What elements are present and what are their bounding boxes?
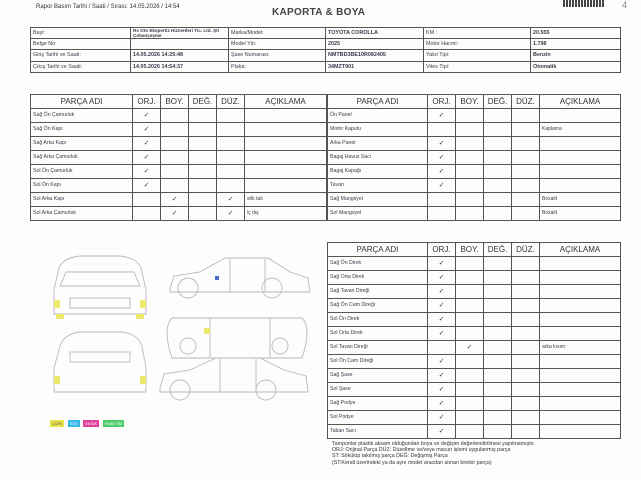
- column-header: AÇIKLAMA: [540, 95, 621, 109]
- part-name: Ön Panel: [328, 109, 428, 123]
- part-status-o: ✓: [428, 179, 456, 193]
- part-status-b: [456, 299, 484, 313]
- part-status-z: [512, 137, 540, 151]
- part-status-d: [484, 383, 512, 397]
- part-note: [540, 109, 621, 123]
- part-status-b: [161, 109, 189, 123]
- part-row: [328, 123, 621, 137]
- part-row: [31, 179, 327, 193]
- column-header: BOY.: [161, 95, 189, 109]
- part-row: [328, 109, 621, 123]
- info-row: [31, 39, 621, 50]
- part-note: [540, 285, 621, 299]
- part-name: Sağ Ön Kapı: [31, 123, 133, 137]
- part-status-o: ✓: [133, 151, 161, 165]
- note-line: (ST:Kendi üzerindeki ya da aynı model aracdan alınan birebir parça): [332, 459, 492, 466]
- part-status-d: [484, 341, 512, 355]
- part-status-o: [428, 123, 456, 137]
- part-status-d: [484, 355, 512, 369]
- part-status-z: [512, 285, 540, 299]
- part-status-d: [484, 369, 512, 383]
- part-name: Sol Marşpiyel: [328, 207, 428, 221]
- part-note: [540, 137, 621, 151]
- part-name: Sağ Arka Kapı: [31, 137, 133, 151]
- info-value: Otomatik: [531, 61, 621, 72]
- part-note: [540, 179, 621, 193]
- part-note: [540, 425, 621, 439]
- left-parts-table: [30, 94, 327, 221]
- part-note: iç dış: [245, 207, 327, 221]
- part-note: arka kısım: [540, 341, 621, 355]
- info-label: Belge No:: [31, 39, 131, 50]
- report-date: Rapor Basım Tarihi / Saati / Sırası: 14.05.2026 / 14:54: [36, 4, 180, 10]
- info-label: Marka/Model:: [229, 28, 326, 39]
- part-name: Taban Sacı: [328, 425, 428, 439]
- info-value: [131, 39, 229, 50]
- part-status-b: [456, 355, 484, 369]
- part-note: [245, 165, 327, 179]
- part-status-b: [456, 207, 484, 221]
- part-note: [245, 109, 327, 123]
- part-status-o: [428, 341, 456, 355]
- part-status-z: ✓: [217, 207, 245, 221]
- part-name: Sol Arka Kapı: [31, 193, 133, 207]
- column-header: DEĞ.: [484, 243, 512, 257]
- part-status-z: ✓: [217, 193, 245, 207]
- part-status-o: ✓: [428, 327, 456, 341]
- part-name: Sol Ön Cam Direği: [328, 355, 428, 369]
- info-label: Vites Tipi:: [424, 61, 531, 72]
- part-note: [540, 165, 621, 179]
- note-line: ORJ: Orijinal Parça DÜZ: Düzeltme ve/veya macun işlemi uygulanmış parça: [332, 447, 511, 454]
- part-row: [328, 207, 621, 221]
- part-status-b: [456, 285, 484, 299]
- part-status-d: [189, 151, 217, 165]
- part-status-z: [512, 257, 540, 271]
- part-status-z: [512, 327, 540, 341]
- part-status-b: [456, 411, 484, 425]
- part-name: Arka Panel: [328, 137, 428, 151]
- part-status-b: ✓: [456, 341, 484, 355]
- part-status-o: ✓: [428, 257, 456, 271]
- part-status-z: [217, 165, 245, 179]
- part-note: [540, 271, 621, 285]
- column-header: PARÇA ADI: [328, 243, 428, 257]
- column-header: DÜZ.: [217, 95, 245, 109]
- part-status-o: ✓: [428, 285, 456, 299]
- part-name: Sağ Tavan Direği: [328, 285, 428, 299]
- info-label: Model Yılı:: [229, 39, 326, 50]
- legend-cizik: ÇİZİK: [52, 421, 63, 426]
- part-status-d: [484, 193, 512, 207]
- part-status-b: ✓: [161, 207, 189, 221]
- part-name: Sağ Ön Cam Direği: [328, 299, 428, 313]
- info-label: Bayi:: [31, 28, 131, 39]
- part-note: [245, 151, 327, 165]
- part-status-o: ✓: [428, 383, 456, 397]
- part-status-o: ✓: [133, 109, 161, 123]
- info-value: 1.798: [531, 39, 621, 50]
- part-status-b: [456, 369, 484, 383]
- part-status-o: ✓: [133, 123, 161, 137]
- part-note: [540, 299, 621, 313]
- part-status-z: [512, 425, 540, 439]
- part-status-d: [484, 327, 512, 341]
- part-name: Sol Ön Çamurluk: [31, 165, 133, 179]
- part-status-b: [456, 151, 484, 165]
- part-row: [328, 271, 621, 285]
- part-status-o: ✓: [428, 411, 456, 425]
- info-row: [31, 28, 621, 39]
- part-status-z: [217, 151, 245, 165]
- part-status-z: [512, 383, 540, 397]
- part-status-o: [133, 193, 161, 207]
- qr-code-fragment: [563, 0, 605, 7]
- part-row: [328, 425, 621, 439]
- info-value: TOYOTA COROLLA: [326, 28, 424, 39]
- page-number: 4: [622, 0, 628, 10]
- part-status-z: [512, 193, 540, 207]
- column-header: AÇIKLAMA: [245, 95, 327, 109]
- part-name: Bagaj Kapağı: [328, 165, 428, 179]
- info-label: Motor Hacmi:: [424, 39, 531, 50]
- info-label: Yakıt Tipi:: [424, 50, 531, 61]
- part-status-d: [484, 109, 512, 123]
- part-name: Sağ Ön Çamurluk: [31, 109, 133, 123]
- part-row: [328, 313, 621, 327]
- info-value: 14.05.2026 14:54:37: [131, 61, 229, 72]
- part-row: [31, 193, 327, 207]
- part-status-o: ✓: [428, 355, 456, 369]
- note-line: Tamponlar plastik aksam olduğundan boya ve değişim değerlendirilmesi yapılmamıştır.: [332, 441, 536, 447]
- part-status-b: [456, 257, 484, 271]
- column-header: PARÇA ADI: [31, 95, 133, 109]
- part-status-o: ✓: [133, 165, 161, 179]
- part-status-z: [217, 137, 245, 151]
- part-status-b: [161, 179, 189, 193]
- part-row: [31, 109, 327, 123]
- part-status-d: [484, 425, 512, 439]
- part-status-b: [456, 109, 484, 123]
- part-row: [328, 355, 621, 369]
- part-status-o: ✓: [428, 425, 456, 439]
- part-status-o: ✓: [133, 179, 161, 193]
- part-note: [540, 151, 621, 165]
- part-status-o: [133, 207, 161, 221]
- part-note: sök tak: [245, 193, 327, 207]
- car-front-view: [54, 256, 146, 319]
- part-row: [31, 207, 327, 221]
- part-note: [540, 257, 621, 271]
- part-status-o: [428, 193, 456, 207]
- column-header: DEĞ.: [484, 95, 512, 109]
- column-header: AÇIKLAMA: [540, 243, 621, 257]
- part-note: Kaplama: [540, 123, 621, 137]
- part-row: [328, 285, 621, 299]
- part-status-z: [512, 123, 540, 137]
- car-damage-diagram: [40, 250, 320, 430]
- info-row: [31, 61, 621, 72]
- part-status-d: [484, 137, 512, 151]
- part-status-z: [512, 299, 540, 313]
- part-name: Sol Ön Direk: [328, 313, 428, 327]
- part-note: Boxalit: [540, 207, 621, 221]
- part-row: [328, 327, 621, 341]
- part-note: [245, 137, 327, 151]
- part-note: [540, 313, 621, 327]
- part-status-d: [484, 207, 512, 221]
- part-status-b: [161, 137, 189, 151]
- part-status-b: [161, 123, 189, 137]
- part-status-z: [512, 179, 540, 193]
- column-header: PARÇA ADI: [328, 95, 428, 109]
- part-status-o: ✓: [428, 397, 456, 411]
- part-status-o: ✓: [428, 369, 456, 383]
- part-status-d: [484, 179, 512, 193]
- part-status-b: [456, 313, 484, 327]
- part-status-z: [512, 165, 540, 179]
- part-status-b: [456, 327, 484, 341]
- part-status-d: [484, 257, 512, 271]
- part-name: Sağ Arka Çamurluk: [31, 151, 133, 165]
- part-row: [328, 341, 621, 355]
- part-row: [328, 179, 621, 193]
- part-row: [328, 299, 621, 313]
- part-status-z: [512, 369, 540, 383]
- part-status-z: [512, 397, 540, 411]
- part-note: [540, 355, 621, 369]
- part-status-z: [217, 109, 245, 123]
- part-note: [245, 123, 327, 137]
- info-label: KM :: [424, 28, 531, 39]
- part-note: [540, 383, 621, 397]
- part-status-o: ✓: [428, 151, 456, 165]
- part-name: Tavan: [328, 179, 428, 193]
- info-value: Rs Oto Ekspertiz Hizmetleri Tic. Ltd. Şti Çobançeşme: [131, 28, 229, 39]
- part-status-o: ✓: [428, 137, 456, 151]
- part-status-d: [484, 151, 512, 165]
- part-status-b: [456, 397, 484, 411]
- car-left-side-view: [160, 358, 308, 400]
- part-row: [31, 165, 327, 179]
- part-status-z: [512, 271, 540, 285]
- part-row: [328, 165, 621, 179]
- part-status-d: [189, 193, 217, 207]
- part-status-d: [484, 313, 512, 327]
- part-status-o: ✓: [428, 299, 456, 313]
- column-header: DÜZ.: [512, 243, 540, 257]
- part-status-d: [484, 123, 512, 137]
- part-note: [540, 369, 621, 383]
- part-row: [31, 123, 327, 137]
- column-header: DEĞ.: [189, 95, 217, 109]
- part-row: [31, 151, 327, 165]
- part-status-b: [456, 123, 484, 137]
- info-label: Şase Numarası:: [229, 50, 326, 61]
- part-note: [540, 411, 621, 425]
- part-status-d: [484, 397, 512, 411]
- part-name: Sol Ön Kapı: [31, 179, 133, 193]
- part-status-o: ✓: [428, 165, 456, 179]
- column-header: ORJ.: [133, 95, 161, 109]
- info-value: 14.05.2026 14:25:48: [131, 50, 229, 61]
- part-status-d: [484, 411, 512, 425]
- part-status-b: [456, 179, 484, 193]
- legend-stk: STK: [69, 421, 78, 426]
- part-status-z: [512, 411, 540, 425]
- part-row: [31, 137, 327, 151]
- notes-block: [332, 441, 622, 466]
- part-name: Sağ Marşpiyel: [328, 193, 428, 207]
- part-status-z: [512, 355, 540, 369]
- part-status-o: ✓: [428, 313, 456, 327]
- part-note: [540, 327, 621, 341]
- column-header: ORJ.: [428, 95, 456, 109]
- part-row: [328, 397, 621, 411]
- part-status-b: [161, 165, 189, 179]
- color-legend: [50, 420, 126, 427]
- part-status-b: [161, 151, 189, 165]
- part-status-o: [428, 207, 456, 221]
- part-name: Bagaj Havuz Sacı: [328, 151, 428, 165]
- info-value: Benzin: [531, 50, 621, 61]
- car-right-side-view: [170, 258, 310, 298]
- part-note: [540, 397, 621, 411]
- vehicle-info-table: [30, 27, 621, 73]
- part-note: Boxalit: [540, 193, 621, 207]
- column-header: BOY.: [456, 243, 484, 257]
- part-note: [245, 179, 327, 193]
- part-status-b: [456, 137, 484, 151]
- part-status-d: [484, 285, 512, 299]
- part-status-o: ✓: [428, 109, 456, 123]
- info-value: 20.555: [531, 28, 621, 39]
- part-row: [328, 369, 621, 383]
- part-status-z: [512, 207, 540, 221]
- car-rear-view: [54, 332, 146, 392]
- structural-parts-table: [327, 242, 621, 439]
- part-name: Sol Orta Direk: [328, 327, 428, 341]
- part-status-z: [512, 313, 540, 327]
- right-parts-table: [327, 94, 621, 221]
- part-status-z: [217, 179, 245, 193]
- page-title: KAPORTA & BOYA: [272, 7, 366, 18]
- part-status-b: [456, 165, 484, 179]
- part-status-d: [484, 165, 512, 179]
- part-status-o: ✓: [133, 137, 161, 151]
- part-status-d: [189, 207, 217, 221]
- part-status-b: [456, 425, 484, 439]
- info-value: NMTBD3BE10R082405: [326, 50, 424, 61]
- part-status-d: [189, 123, 217, 137]
- part-name: Sağ Şase: [328, 369, 428, 383]
- car-top-view: [167, 318, 307, 358]
- part-status-d: [189, 109, 217, 123]
- part-row: [328, 383, 621, 397]
- part-row: [328, 193, 621, 207]
- part-status-b: [456, 383, 484, 397]
- part-name: Sağ Podye: [328, 397, 428, 411]
- info-row: [31, 50, 621, 61]
- part-row: [328, 411, 621, 425]
- part-name: Motor Kaputu: [328, 123, 428, 137]
- part-name: Sol Podye: [328, 411, 428, 425]
- column-header: DÜZ.: [512, 95, 540, 109]
- part-status-b: [456, 193, 484, 207]
- note-line: ST: Sökülüp takılmış parça DEĞ: Değişmiş Parça: [332, 453, 448, 460]
- part-status-z: [512, 341, 540, 355]
- info-label: Giriş Tarihi ve Saati:: [31, 50, 131, 61]
- part-row: [328, 257, 621, 271]
- legend-eksik: EKSİK: [85, 421, 98, 426]
- part-status-b: [456, 271, 484, 285]
- part-name: Sol Tavan Direği: [328, 341, 428, 355]
- part-status-d: [189, 179, 217, 193]
- part-name: Sol Arka Çamurluk: [31, 207, 133, 221]
- part-status-z: [512, 109, 540, 123]
- info-value: 2025: [326, 39, 424, 50]
- info-value: 34MZT901: [326, 61, 424, 72]
- part-status-d: [189, 137, 217, 151]
- info-label: Çıkış Tarihi ve Saati:: [31, 61, 131, 72]
- info-label: Plaka:: [229, 61, 326, 72]
- part-name: Sol Şase: [328, 383, 428, 397]
- legend-paketim: PAKETİM: [104, 421, 123, 426]
- part-name: Sağ Ön Direk: [328, 257, 428, 271]
- part-row: [328, 137, 621, 151]
- column-header: ORJ.: [428, 243, 456, 257]
- column-header: BOY.: [456, 95, 484, 109]
- part-status-d: [484, 271, 512, 285]
- part-status-z: [512, 151, 540, 165]
- part-row: [328, 151, 621, 165]
- part-status-z: [217, 123, 245, 137]
- part-name: Sağ Orta Direk: [328, 271, 428, 285]
- part-status-d: [189, 165, 217, 179]
- part-status-d: [484, 299, 512, 313]
- part-status-b: ✓: [161, 193, 189, 207]
- part-status-o: ✓: [428, 271, 456, 285]
